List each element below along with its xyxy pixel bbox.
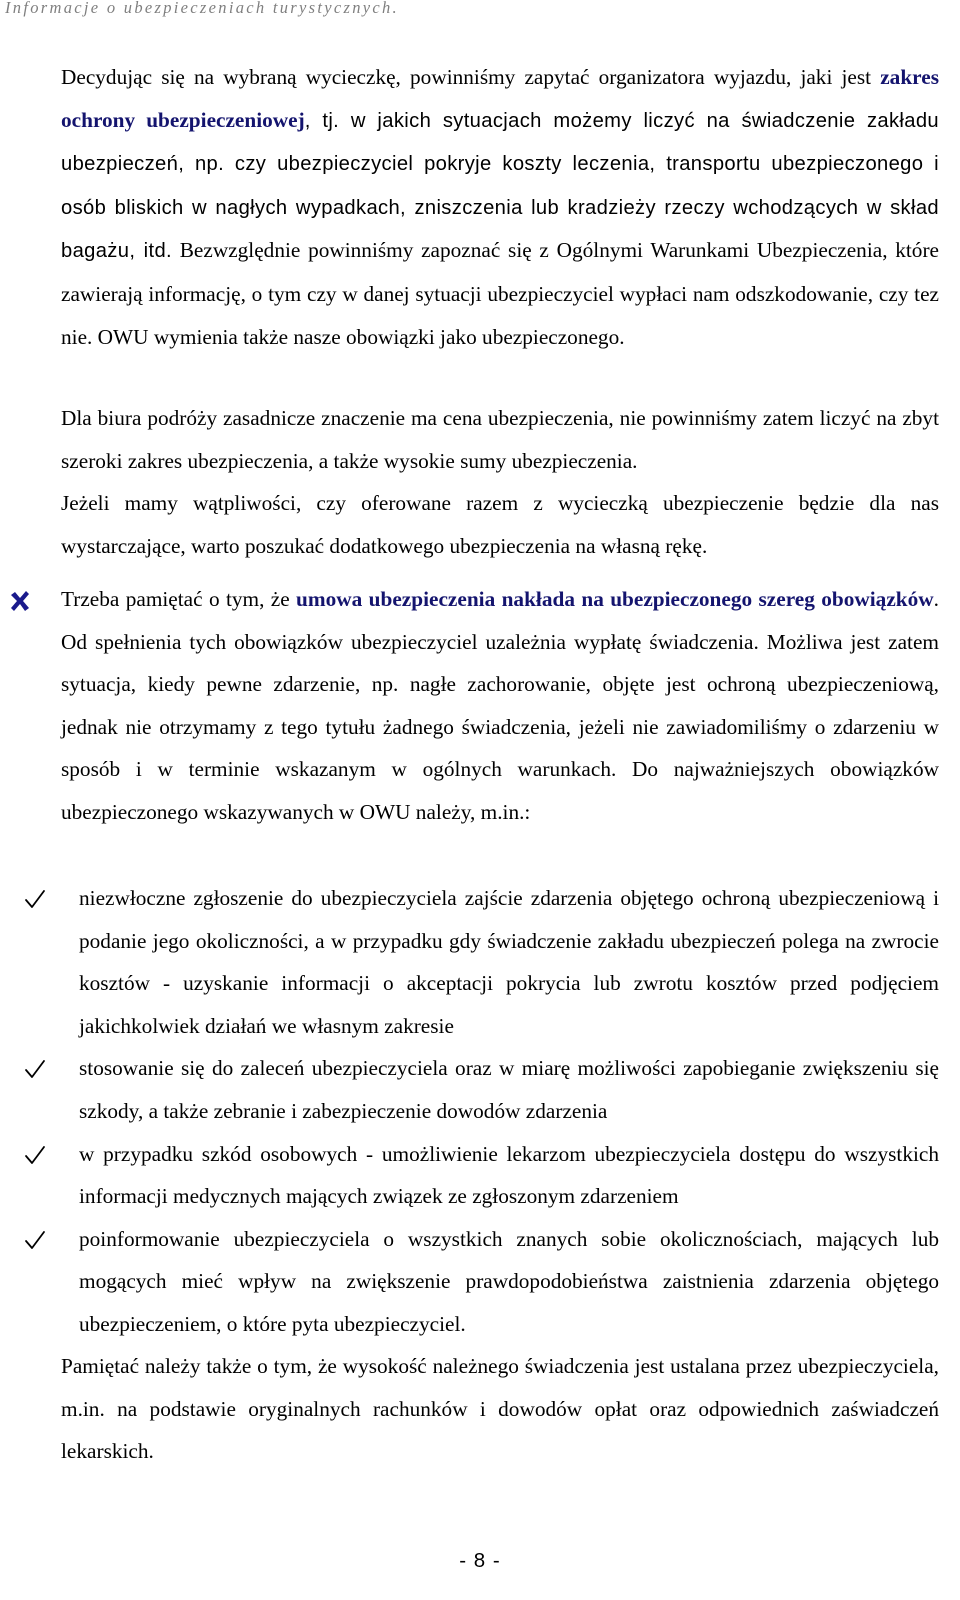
paragraph-text: . Od spełnienia tych obowiązków ubezpieczyciel uzależnia wypłatę świadczenia. Możliwa jest zatem sytuacja, kiedy pewne zdarzenie, np. nagłe zachorowanie, objęte jest ochroną ubezpieczeniową, jednak nie otrzymamy z tego tytułu żadnego świadczenia, jeżeli nie zawiadomiliśmy o zdarzeniu w sposób i w terminie wskazanym w ogólnych warunkach. Do najważniejszych obowiązków ubezpieczonego wskazywanych w OWU należy, m.in.: bbox=[61, 587, 939, 824]
paragraph-text: Dla biura podróży zasadnicze znaczenie ma cena ubezpieczenia, nie powinniśmy zatem liczyć na zbyt szeroki zakres ubezpieczenia, a także wysokie sumy ubezpieczenia. bbox=[61, 406, 939, 473]
list-item-text: poinformowanie ubezpieczyciela o wszystkich znanych sobie okolicznościach, mających lub mogących mieć wpływ na zwiększenie prawdopodobieństwa zaistnienia zdarzenia objętego ubezpieczeniem, o które pyta ubezpieczyciel. bbox=[79, 1226, 939, 1336]
list-item-text: stosowanie się do zaleceń ubezpieczyciela oraz w miarę możliwości zapobieganie zwiększeniu się szkody, a także zebranie i zabezpieczenie dowodów zdarzenia bbox=[79, 1056, 939, 1123]
page-header: Informacje o ubezpieczeniach turystycznych. bbox=[5, 0, 399, 17]
highlight-obligations: umowa ubezpieczenia nakłada na ubezpieczonego szereg obowiązków bbox=[296, 587, 934, 611]
paragraph-obligations bbox=[61, 578, 939, 834]
highlight-coverage-scope: zakres ochrony ubezpieczeniowej bbox=[61, 65, 939, 132]
paragraph-doubts bbox=[61, 482, 939, 567]
cross-icon bbox=[8, 589, 32, 613]
list-item bbox=[0, 877, 939, 1047]
closing-paragraph bbox=[61, 1345, 939, 1473]
check-icon bbox=[24, 888, 46, 910]
obligations-list bbox=[0, 877, 960, 1346]
paragraph-text: Pamiętać należy także o tym, że wysokość należnego świadczenia jest ustalana przez ubezpieczyciela, m.in. na podstawie oryginalnych rachunków i dowodów opłat oraz odpowiednich zaświadczeń lekarskich. bbox=[61, 1354, 939, 1464]
check-icon bbox=[24, 1229, 46, 1251]
paragraph-text: Bezwzględnie powinniśmy zapoznać się z Ogólnymi Warunkami Ubezpieczenia, które zawierają informację, o tym czy w danej sytuacji ubezpieczyciel wypłaci nam odszkodowanie, czy tez nie. OWU wymienia także nasze obowiązki jako ubezpieczonego. bbox=[61, 238, 940, 349]
check-icon bbox=[24, 1058, 46, 1080]
paragraph-travel-agency bbox=[61, 397, 939, 482]
check-icon bbox=[24, 1144, 46, 1166]
list-item-text: niezwłoczne zgłoszenie do ubezpieczyciela zajście zdarzenia objętego ochroną ubezpieczeniową i podanie jego okoliczności, a w przypadku gdy świadczenie zakładu ubezpieczeń polega na zwrocie kosztów - uzyskanie informacji o akceptacji pokrycia lub zwrotu kosztów przed podjęciem jakichkolwiek działań we własnym zakresie bbox=[79, 886, 939, 1038]
list-item bbox=[0, 1047, 939, 1132]
paragraph-text-sans: , tj. w jakich sytuacjach możemy liczyć na świadczenie zakładu ubezpieczeń, np. czy ubezpieczyciel pokryje koszty leczenia, transportu ubezpieczonego i osób bliskich w nagłych wypadkach, zniszczenia lub kradzieży rzeczy wchodzących w skład bagażu, itd. bbox=[61, 109, 939, 263]
paragraph-text: Jeżeli mamy wątpliwości, czy oferowane razem z wycieczką ubezpieczenie będzie dla nas wystarczające, warto poszukać dodatkowego ubezpieczenia na własną rękę. bbox=[61, 491, 939, 558]
paragraph-text: Trzeba pamiętać o tym, że bbox=[61, 587, 297, 611]
paragraph-coverage-scope bbox=[61, 56, 939, 358]
page-number: - 8 - bbox=[459, 1549, 501, 1572]
list-item bbox=[0, 1218, 939, 1346]
paragraph-text bbox=[61, 578, 939, 834]
intro-paragraph bbox=[61, 56, 939, 358]
list-item bbox=[0, 1133, 939, 1218]
paragraph-text: Decydując się na wybraną wycieczkę, powinniśmy zapytać organizatora wyjazdu, jaki jest bbox=[61, 65, 881, 89]
list-item-text: w przypadku szkód osobowych - umożliwienie lekarzom ubezpieczyciela dostępu do wszystkich informacji medycznych mających związek ze zgłoszonym zdarzeniem bbox=[79, 1141, 939, 1209]
